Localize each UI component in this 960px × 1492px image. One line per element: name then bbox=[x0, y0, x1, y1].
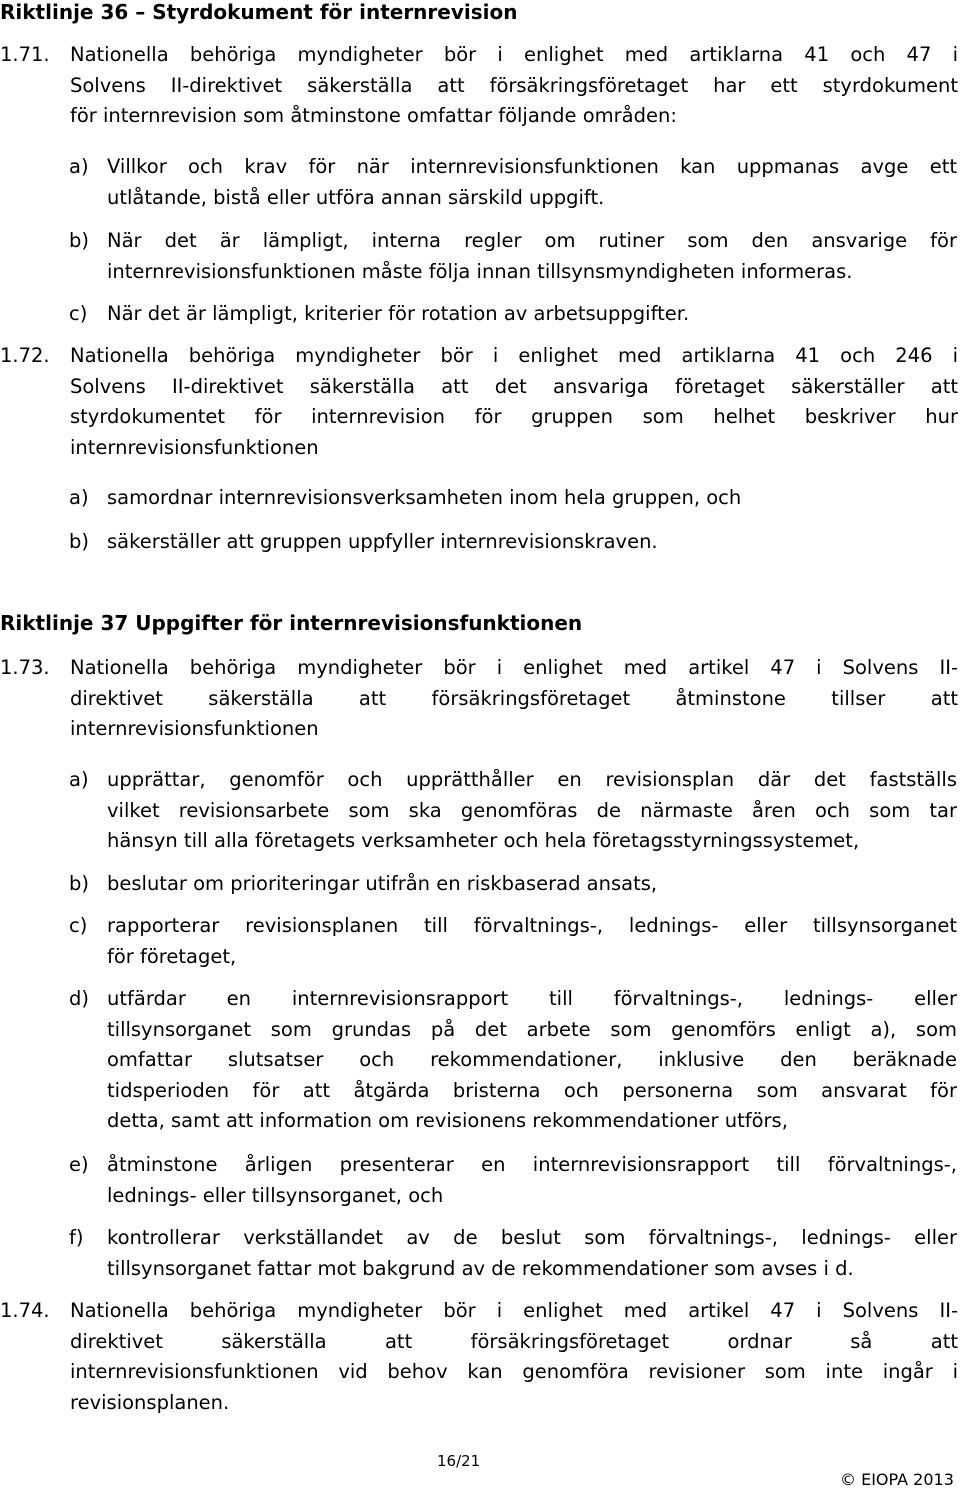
list-item-172-a bbox=[107, 483, 957, 514]
heading-guideline-37: Riktlinje 37 Uppgifter för internrevisionsfunktionen bbox=[0, 611, 583, 635]
text-line: detta, samt att information om revisionens rekommendationer utförs, bbox=[107, 1109, 788, 1132]
item-label: b) bbox=[69, 872, 89, 895]
text-line: för internrevision som åtminstone omfattar följande områden: bbox=[70, 104, 677, 127]
item-label: b) bbox=[69, 530, 89, 553]
paragraph-number-173: 1.73. bbox=[0, 656, 50, 679]
paragraph-number-172: 1.72. bbox=[0, 344, 50, 367]
text-line: När det är lämpligt, interna regler om rutiner som den ansvarige för bbox=[107, 229, 957, 252]
list-item-173-d bbox=[107, 984, 957, 1137]
list-item-173-c bbox=[107, 911, 957, 972]
text-line: upprättar, genomför och upprätthåller en revisionsplan där det fastställs bbox=[107, 768, 957, 791]
text-line: utlåtande, bistå eller utföra annan särskild uppgift. bbox=[107, 185, 605, 209]
heading-guideline-36: Riktlinje 36 – Styrdokument för internrevision bbox=[0, 0, 518, 24]
text-line: När det är lämpligt, kriterier för rotation av arbetsuppgifter. bbox=[107, 302, 690, 325]
text-line: Nationella behöriga myndigheter bör i enlighet med artikel 47 i Solvens II- bbox=[70, 656, 958, 679]
paragraph-173 bbox=[70, 653, 958, 745]
text-line: internrevisionsfunktionen måste följa innan tillsynsmyndigheten informeras. bbox=[107, 259, 853, 283]
text-line: styrdokumentet för internrevision för gruppen som helhet beskriver hur bbox=[70, 405, 958, 428]
item-label: c) bbox=[69, 914, 88, 937]
text-line: tidsperioden för att åtgärda bristerna och personerna som ansvarat för bbox=[107, 1078, 957, 1102]
item-label: a) bbox=[69, 768, 89, 791]
text-line: hänsyn till alla företagets verksamheter och hela företagsstyrningssystemet, bbox=[107, 829, 860, 852]
item-label: e) bbox=[69, 1153, 89, 1176]
paragraph-174 bbox=[70, 1296, 958, 1418]
item-label: a) bbox=[69, 486, 89, 509]
item-label: d) bbox=[69, 987, 89, 1010]
text-line: åtminstone årligen presenterar en internrevisionsrapport till förvaltnings-, bbox=[107, 1153, 957, 1176]
text-line: rapporterar revisionsplanen till förvaltnings-, lednings- eller tillsynsorganet bbox=[107, 914, 957, 937]
text-line: vilket revisionsarbete som ska genomföras de närmaste åren och som tar bbox=[107, 798, 957, 822]
text-line: Solvens II-direktivet säkerställa att det ansvariga företaget säkerställer att bbox=[70, 374, 958, 398]
item-label: a) bbox=[69, 155, 89, 178]
item-label: f) bbox=[69, 1226, 84, 1249]
text-line: Villkor och krav för när internrevisionsfunktionen kan uppmanas avge ett bbox=[107, 155, 957, 178]
list-item-171-a bbox=[107, 152, 957, 213]
list-item-172-b bbox=[107, 527, 957, 558]
page-number: 16/21 bbox=[437, 1452, 481, 1470]
paragraph-172 bbox=[70, 341, 958, 463]
text-line: lednings- eller tillsynsorganet, och bbox=[107, 1183, 444, 1207]
text-line: kontrollerar verkställandet av de beslut som förvaltnings-, lednings- eller bbox=[107, 1226, 957, 1249]
list-item-173-b bbox=[107, 869, 957, 900]
text-line: Solvens II-direktivet säkerställa att försäkringsföretaget har ett styrdokument bbox=[70, 73, 958, 97]
text-line: utfärdar en internrevisionsrapport till förvaltnings-, lednings- eller bbox=[107, 987, 957, 1010]
list-item-173-f bbox=[107, 1223, 957, 1284]
list-item-171-b bbox=[107, 226, 957, 287]
text-line: direktivet säkerställa att försäkringsföretaget ordnar så att bbox=[70, 1329, 958, 1353]
item-label: c) bbox=[69, 302, 88, 325]
text-line: internrevisionsfunktionen bbox=[70, 435, 319, 459]
text-line: internrevisionsfunktionen bbox=[70, 717, 319, 740]
text-line: tillsynsorganet som grundas på det arbete som genomförs enligt a), som bbox=[107, 1017, 957, 1041]
paragraph-number-174: 1.74. bbox=[0, 1299, 50, 1322]
list-item-173-e bbox=[107, 1150, 957, 1211]
paragraph-171 bbox=[70, 40, 958, 132]
text-line: Nationella behöriga myndigheter bör i enlighet med artiklarna 41 och 246 i bbox=[70, 344, 958, 367]
paragraph-number-171: 1.71. bbox=[0, 43, 50, 66]
text-line: samordnar internrevisionsverksamheten inom hela gruppen, och bbox=[107, 486, 742, 509]
text-line: revisionsplanen. bbox=[70, 1390, 230, 1414]
text-line: för företaget, bbox=[107, 944, 237, 968]
text-line: omfattar slutsatser och rekommendationer, inklusive den beräknade bbox=[107, 1048, 957, 1071]
list-item-171-c bbox=[107, 299, 957, 330]
text-line: beslutar om prioriteringar utifrån en riskbaserad ansats, bbox=[107, 872, 658, 895]
text-line: internrevisionsfunktionen vid behov kan genomföra revisioner som inte ingår i bbox=[70, 1360, 958, 1383]
text-line: säkerställer att gruppen uppfyller internrevisionskraven. bbox=[107, 530, 658, 553]
text-line: Nationella behöriga myndigheter bör i enlighet med artiklarna 41 och 47 i bbox=[70, 43, 958, 66]
copyright-notice: © EIOPA 2013 bbox=[840, 1470, 954, 1489]
item-label: b) bbox=[69, 229, 89, 252]
list-item-173-a bbox=[107, 765, 957, 857]
text-line: Nationella behöriga myndigheter bör i enlighet med artikel 47 i Solvens II- bbox=[70, 1299, 958, 1322]
text-line: tillsynsorganet fattar mot bakgrund av de rekommendationer som avses i d. bbox=[107, 1256, 854, 1280]
text-line: direktivet säkerställa att försäkringsföretaget åtminstone tillser att bbox=[70, 686, 958, 710]
